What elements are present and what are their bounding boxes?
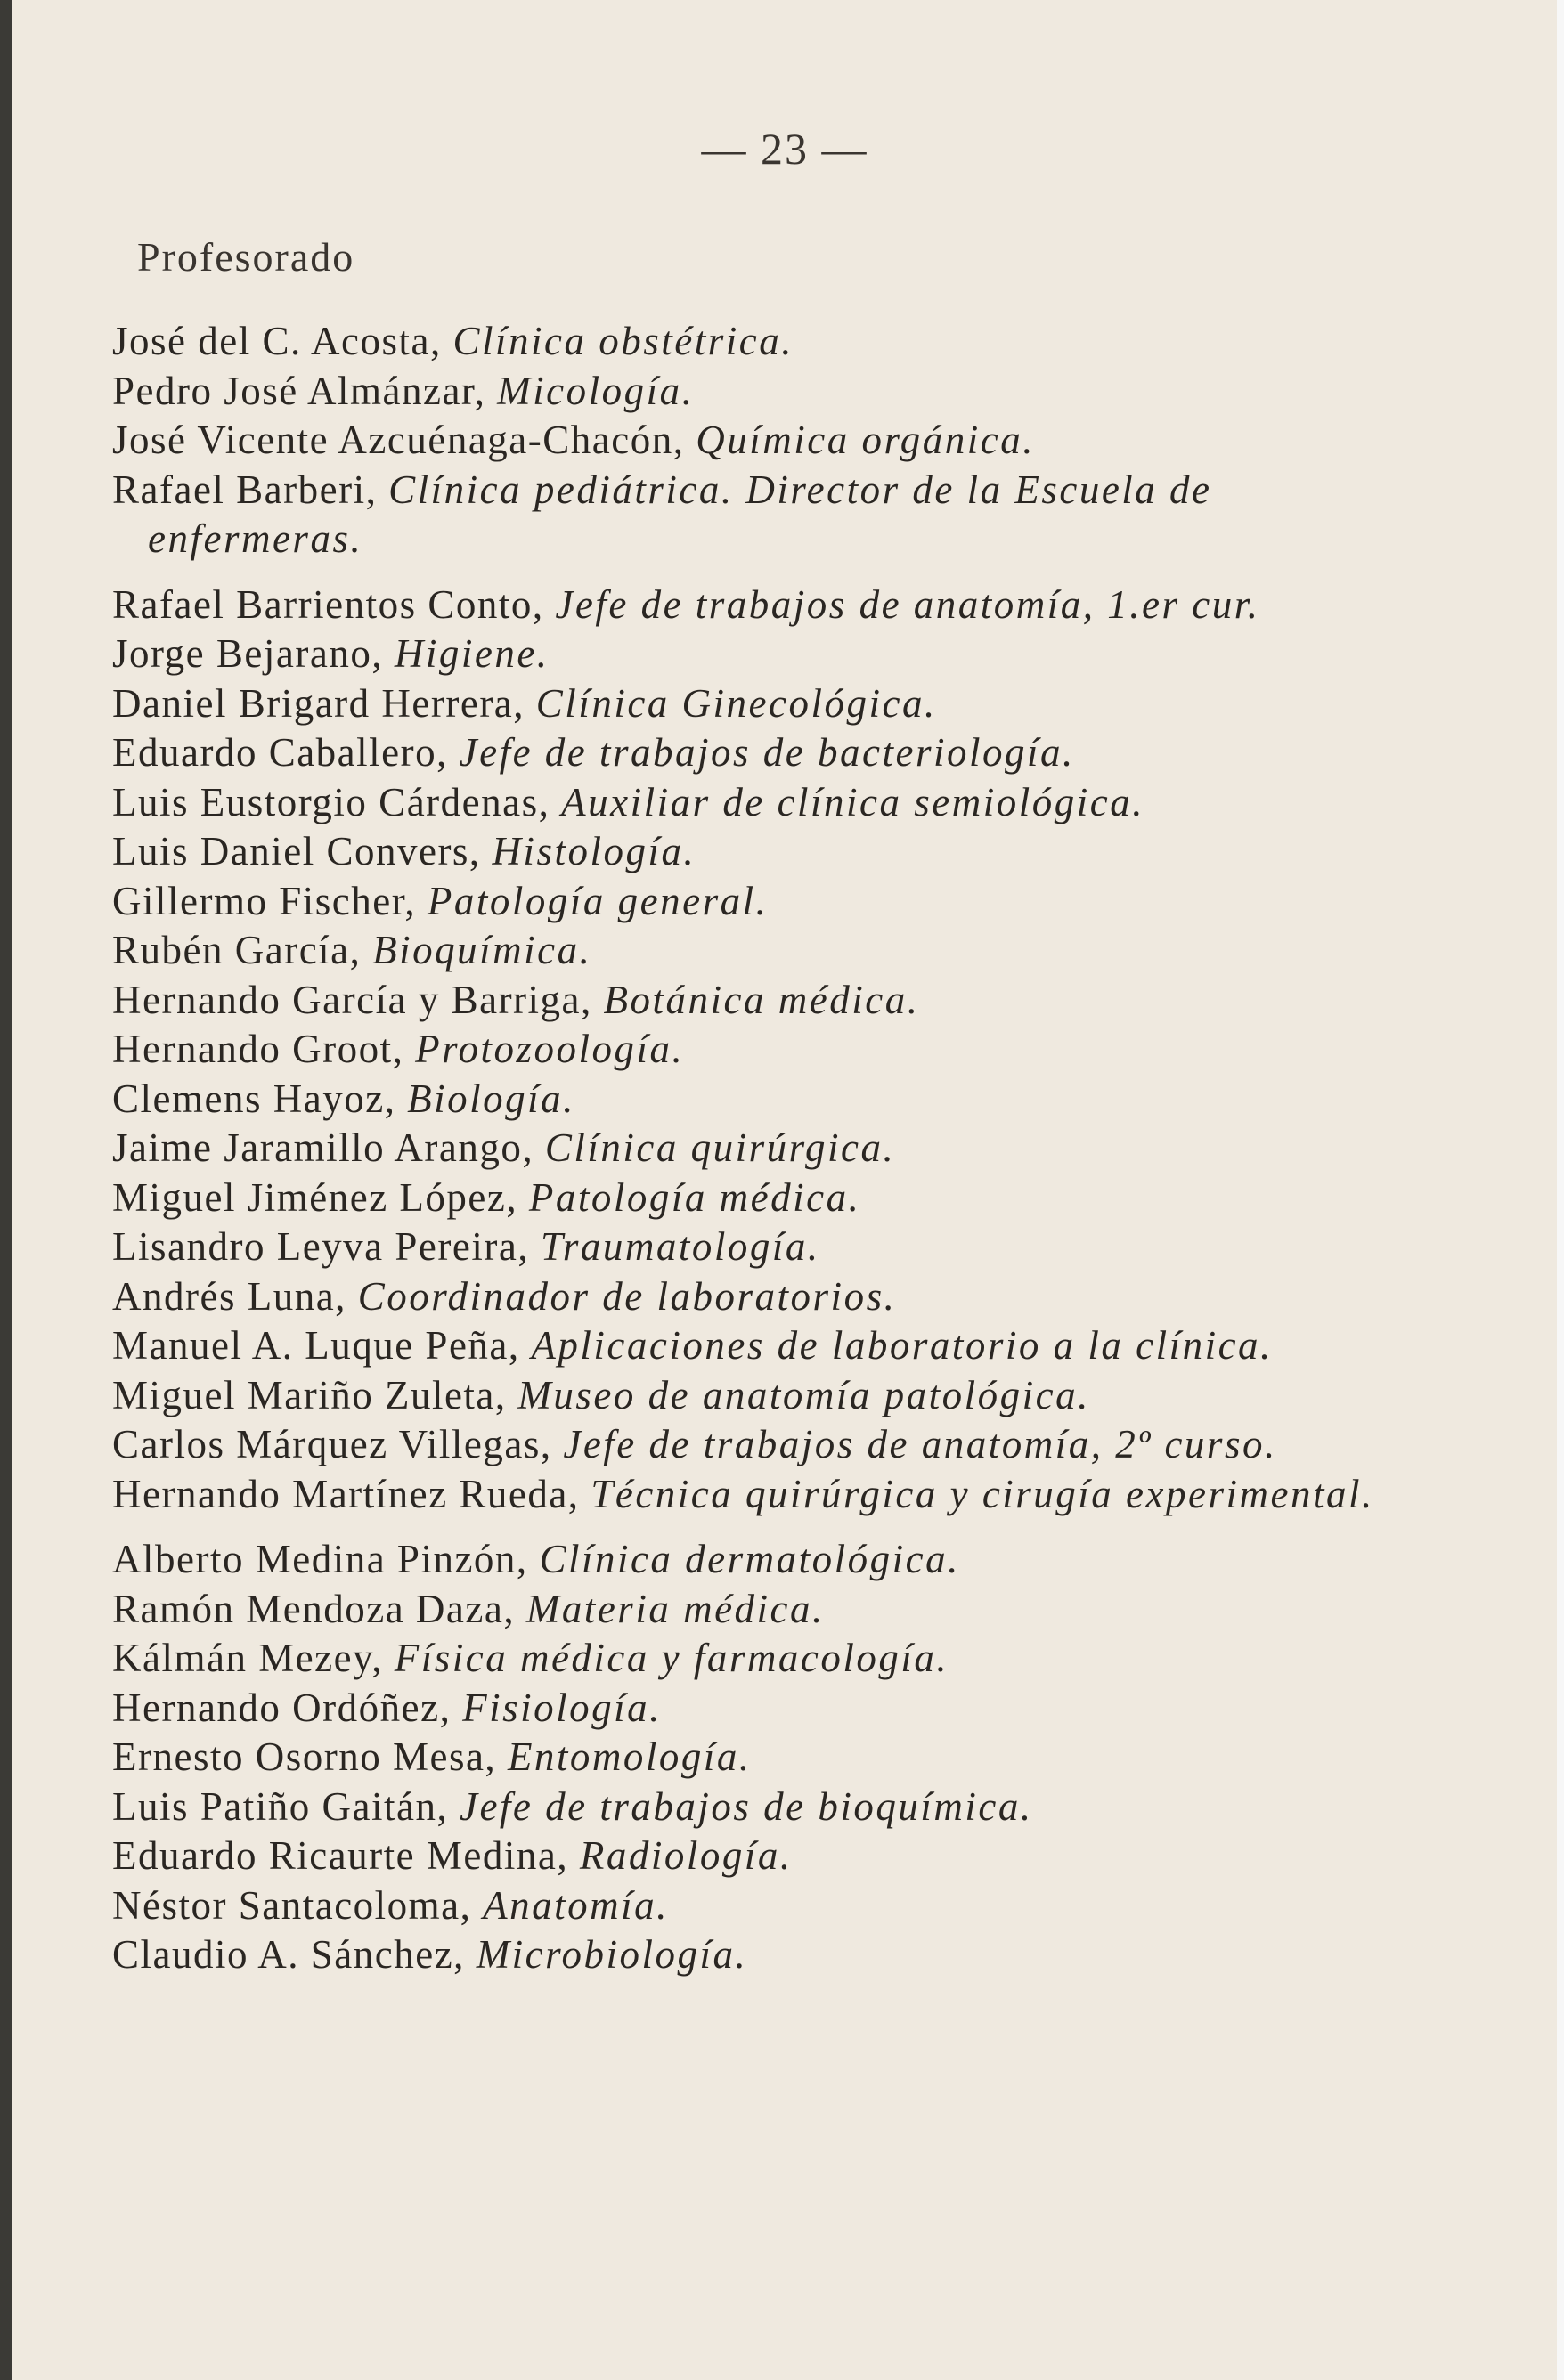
faculty-role: Clínica dermatológica.	[539, 1537, 960, 1581]
faculty-role: Aplicaciones de laboratorio a la clínica.	[531, 1323, 1273, 1368]
list-item	[112, 778, 1430, 828]
faculty-role: Radiología.	[579, 1833, 793, 1878]
faculty-role: Higiene.	[394, 631, 550, 676]
faculty-name: Ernesto Osorno Mesa,	[112, 1734, 508, 1779]
faculty-role: Botánica médica.	[603, 977, 920, 1022]
list-item	[112, 877, 1430, 927]
faculty-name: Luis Daniel Convers,	[112, 829, 493, 873]
list-item	[112, 976, 1430, 1026]
faculty-name: Luis Eustorgio Cárdenas,	[112, 779, 562, 824]
faculty-name: Andrés Luna,	[112, 1273, 358, 1319]
faculty-name: José Vicente Azcuénaga-Chacón,	[112, 418, 696, 462]
faculty-role: Materia médica.	[525, 1586, 825, 1631]
list-item	[112, 1634, 1430, 1684]
list-item	[112, 1832, 1430, 1881]
faculty-name: Hernando Martínez Rueda,	[112, 1471, 591, 1516]
faculty-role: Clínica quirúrgica.	[544, 1125, 896, 1170]
faculty-name: Eduardo Ricaurte Medina,	[112, 1833, 580, 1878]
section-title: Profesorado	[137, 234, 355, 280]
faculty-name: Eduardo Caballero,	[112, 730, 460, 775]
faculty-role: Química orgánica.	[696, 418, 1036, 462]
faculty-name: Hernando Ordóñez,	[112, 1685, 463, 1730]
faculty-list	[112, 317, 1430, 1980]
list-item	[112, 1321, 1430, 1371]
faculty-name: Kálmán Mezey,	[112, 1636, 395, 1680]
faculty-name: Rubén García,	[112, 928, 373, 972]
faculty-role: Micología.	[497, 368, 695, 413]
faculty-name: Rafael Barberi,	[112, 467, 389, 512]
list-item	[112, 1025, 1430, 1075]
list-item	[112, 1783, 1430, 1832]
faculty-role: Física médica y farmacología.	[394, 1636, 949, 1680]
faculty-name: Pedro José Almánzar,	[112, 368, 498, 413]
faculty-role: Anatomía.	[483, 1882, 669, 1928]
faculty-name: Clemens Hayoz,	[112, 1076, 408, 1121]
list-item	[112, 926, 1430, 976]
list-item	[112, 1272, 1430, 1322]
faculty-role: Clínica obstétrica.	[452, 319, 794, 363]
list-item	[112, 1881, 1430, 1931]
list-item	[112, 1222, 1430, 1272]
list-item	[112, 1420, 1430, 1470]
list-item	[112, 827, 1430, 877]
faculty-name: Hernando García y Barriga,	[112, 977, 604, 1022]
faculty-name: Miguel Mariño Zuleta,	[112, 1372, 518, 1417]
faculty-name: Lisandro Leyva Pereira,	[112, 1224, 541, 1269]
faculty-role: Coordinador de laboratorios.	[357, 1273, 897, 1319]
list-item	[112, 1684, 1430, 1734]
list-item	[112, 1930, 1430, 1980]
list-item	[112, 1470, 1430, 1520]
faculty-role: Traumatología.	[540, 1224, 820, 1269]
faculty-role: Protozoología.	[415, 1027, 685, 1071]
list-item	[112, 1075, 1430, 1125]
faculty-role: Histología.	[492, 829, 696, 873]
faculty-name: Néstor Santacoloma,	[112, 1882, 484, 1928]
faculty-role: Museo de anatomía patológica.	[517, 1372, 1090, 1417]
faculty-role: Patología médica.	[528, 1174, 861, 1220]
faculty-name: Gillermo Fischer,	[112, 878, 428, 923]
faculty-role: Entomología.	[507, 1734, 752, 1779]
faculty-role: Técnica quirúrgica y cirugía experimental.	[591, 1471, 1374, 1516]
list-item	[112, 1124, 1430, 1174]
list-item	[112, 367, 1430, 417]
faculty-name: Ramón Mendoza Daza,	[112, 1586, 526, 1631]
list-item	[112, 466, 1430, 565]
faculty-name: Hernando Groot,	[112, 1027, 416, 1071]
list-item	[112, 317, 1430, 367]
faculty-role: Clínica pediátrica. Director de la Escuela de enfermeras.	[148, 467, 1212, 561]
list-item	[112, 1535, 1430, 1585]
faculty-role: Fisiología.	[462, 1685, 662, 1730]
faculty-name: Manuel A. Luque Peña,	[112, 1323, 532, 1368]
list-item	[112, 630, 1430, 679]
list-item	[112, 728, 1430, 778]
list-item	[112, 1174, 1430, 1223]
faculty-role: Biología.	[407, 1076, 575, 1121]
faculty-name: Miguel Jiménez López,	[112, 1174, 529, 1220]
faculty-name: Jaime Jaramillo Arango,	[112, 1125, 545, 1170]
faculty-role: Jefe de trabajos de bacteriología.	[459, 730, 1075, 775]
list-item	[112, 416, 1430, 466]
faculty-role: Auxiliar de clínica semiológica.	[561, 779, 1144, 824]
list-item	[112, 581, 1430, 630]
list-item	[112, 1733, 1430, 1783]
list-item	[112, 679, 1430, 729]
faculty-name: Daniel Brigard Herrera,	[112, 680, 536, 726]
faculty-role: Jefe de trabajos de bioquímica.	[459, 1783, 1033, 1829]
faculty-name: Carlos Márquez Villegas,	[112, 1422, 564, 1466]
faculty-role: Jefe de trabajos de anatomía, 2º curso.	[563, 1422, 1277, 1466]
faculty-role: Jefe de trabajos de anatomía, 1.er cur.	[555, 581, 1260, 627]
list-item	[112, 1585, 1430, 1635]
faculty-name: Jorge Bejarano,	[112, 631, 395, 676]
faculty-name: José del C. Acosta,	[112, 319, 453, 363]
list-item	[112, 1371, 1430, 1421]
faculty-role: Microbiología.	[476, 1932, 748, 1977]
faculty-name: Alberto Medina Pinzón,	[112, 1537, 540, 1581]
faculty-name: Rafael Barrientos Conto,	[112, 581, 556, 627]
faculty-name: Claudio A. Sánchez,	[112, 1932, 477, 1977]
faculty-name: Luis Patiño Gaitán,	[112, 1783, 460, 1829]
faculty-role: Clínica Ginecológica.	[535, 680, 937, 726]
faculty-role: Bioquímica.	[372, 928, 592, 972]
faculty-role: Patología general.	[427, 878, 769, 923]
page-number: — 23 —	[701, 124, 868, 174]
